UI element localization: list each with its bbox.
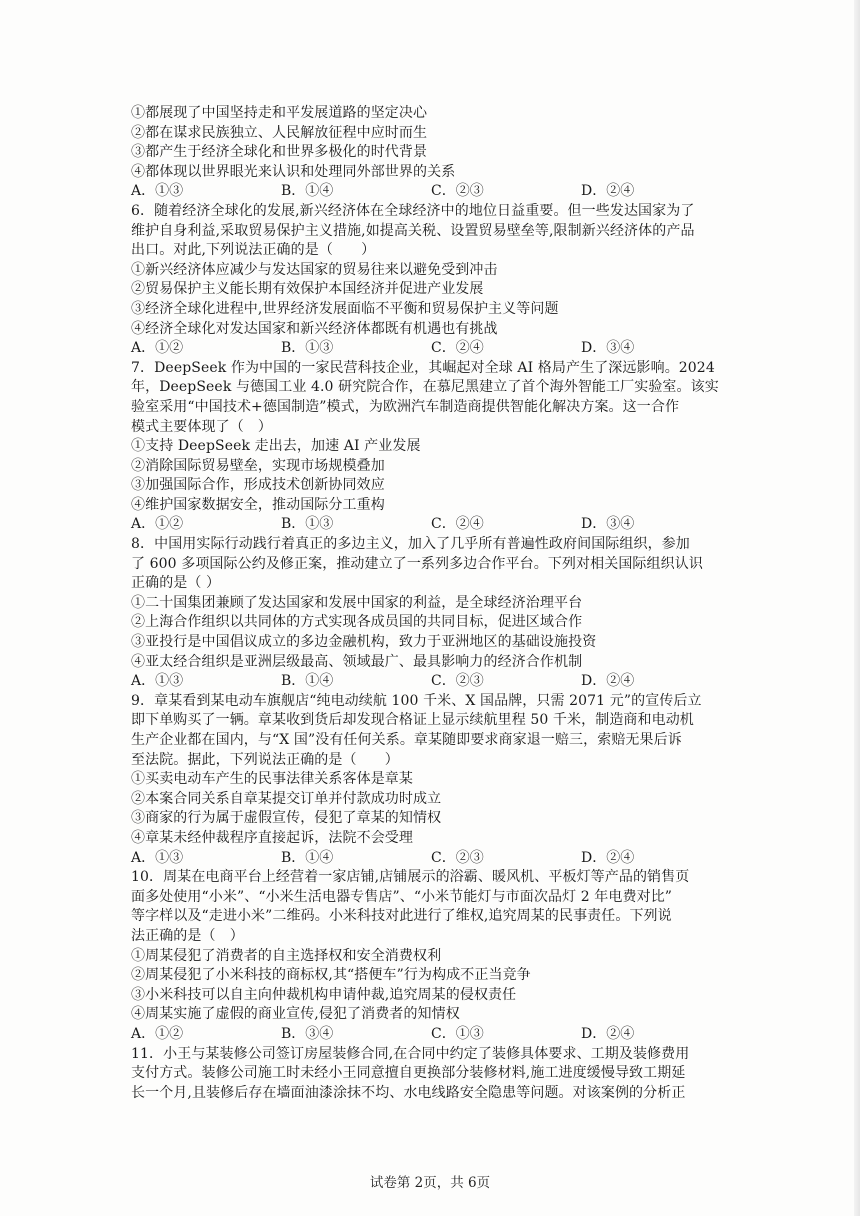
question-stem: 生产企业都在国内，与“X 国”没有任何关系。章某随即要求商家退一赔三，索赔无果后诉 (131, 732, 682, 748)
option: ③经济全球化进程中,世界经济发展面临不平衡和贸易保护主义等问题 (131, 300, 559, 317)
option: ②消除国际贸易壁垒，实现市场规模叠加 (131, 457, 385, 474)
question-stem: 年，DeepSeek 与德国工业 4.0 研究院合作，在慕尼黑建立了首个海外智能工厂实验室。该实 (131, 379, 719, 396)
question-8 (131, 535, 731, 692)
question-6 (131, 202, 731, 359)
answer-c: C．②③ (431, 673, 484, 690)
question-stem: 维护自身利益,采取贸易保护主义措施,如提高关税、设置贸易壁垒等,限制新兴经济体的产品 (131, 222, 695, 239)
option: ①买卖电动车产生的民事法律关系客体是章某 (131, 771, 413, 788)
option: ③商家的行为属于虚假宣传，侵犯了章某的知情权 (131, 810, 442, 827)
question-stem: 支付方式。装修公司施工时未经小王同意擅自更换部分装修材料,施工进度缓慢导致工期延 (131, 1065, 686, 1082)
question-7-answers (131, 515, 731, 535)
option: ③亚投行是中国倡议成立的多边金融机构，致力于亚洲地区的基础设施投资 (131, 634, 597, 651)
question-stem: 了 600 多项国际公约及修正案，推动建立了一系列多边合作平台。下列对相关国际组织认识 (131, 555, 703, 572)
question-stem: 面多处使用“小米”、“小米生活电器专售店”、“小米节能灯与市面次品灯 2 年电费对比” (131, 888, 673, 905)
question-11 (131, 1045, 731, 1104)
answer-c: C．②④ (431, 516, 484, 533)
question-10 (131, 868, 731, 1044)
question-5-answers (131, 182, 731, 202)
question-8-answers (131, 672, 731, 692)
question-stem: 法正确的是（ ） (131, 927, 244, 944)
option: ①都展现了中国坚持走和平发展道路的坚定决心 (131, 105, 428, 121)
question-stem: 至法院。据此，下列说法正确的是（ ） (131, 751, 399, 768)
answer-a: A．①② (131, 340, 184, 357)
question-stem: 6．随着经济全球化的发展,新兴经济体在全球经济中的地位日益重要。但一些发达国家为了 (131, 202, 695, 219)
question-stem: 即下单购买了一辆。章某收到货后却发现合格证上显示续航里程 50 千米，制造商和电动机 (131, 712, 694, 729)
question-stem: 验室采用“中国技术+德国制造”模式，为欧洲汽车制造商提供智能化解决方案。这一合作 (131, 398, 680, 415)
question-stem: 正确的是（ ） (131, 575, 221, 592)
answer-d: D．②④ (581, 183, 635, 200)
answer-a: A．①② (131, 1025, 184, 1042)
answer-a: A．①③ (131, 183, 184, 200)
question-10-answers (131, 1025, 731, 1045)
option: ①新兴经济体应减少与发达国家的贸易往来以避免受到冲击 (131, 261, 498, 278)
answer-a: A．①③ (131, 849, 184, 866)
question-stem: 11．小王与某装修公司签订房屋装修合同,在合同中约定了装修具体要求、工期及装修费用 (131, 1045, 690, 1062)
answer-d: D．②④ (581, 1025, 635, 1042)
answer-b: B．③④ (281, 1025, 334, 1042)
answer-c: C．①③ (431, 1025, 484, 1042)
question-stem: 10．周某在电商平台上经营着一家店铺,店铺展示的浴霸、暖风机、平板灯等产品的销售页 (131, 869, 690, 886)
option: ②都在谋求民族独立、人民解放征程中应时而生 (131, 124, 428, 141)
answer-d: D．②④ (581, 673, 635, 690)
question-7 (131, 359, 731, 535)
question-5-options (131, 104, 731, 182)
answer-b: B．①③ (281, 516, 334, 533)
option: ④经济全球化对发达国家和新兴经济体都既有机遇也有挑战 (131, 320, 498, 337)
answer-d: D．②④ (581, 849, 635, 866)
question-stem: 等字样以及“走进小米”二维码。小米科技对此进行了维权,追究周某的民事责任。下列说 (131, 908, 672, 925)
option: ②贸易保护主义能长期有效保护本国经济并促进产业发展 (131, 281, 484, 298)
answer-d: D．③④ (581, 340, 635, 357)
answer-c: C．②③ (431, 183, 484, 200)
page-footer: 试卷第 2页，共 6页 (369, 1175, 491, 1191)
page-content (131, 104, 731, 1103)
question-stem: 7．DeepSeek 作为中国的一家民营科技企业，其崛起对全球 AI 格局产生了深远影响。2024 (131, 359, 715, 376)
question-9 (131, 692, 731, 868)
question-stem: 8．中国用实际行动践行着真正的多边主义，加入了几乎所有普遍性政府间国际组织，参加 (131, 536, 690, 553)
question-stem: 出口。对此,下列说法正确的是（ ） (131, 242, 376, 259)
option: ③小米科技可以自主向仲裁机构申请仲裁,追究周某的侵权责任 (131, 986, 517, 1003)
answer-b: B．①③ (281, 340, 334, 357)
option: ③都产生于经济全球化和世界多极化的时代背景 (131, 144, 428, 161)
answer-d: D．③④ (581, 516, 635, 533)
answer-c: C．②④ (431, 340, 484, 357)
question-6-answers (131, 339, 731, 359)
answer-b: B．①④ (281, 849, 334, 866)
option: ④亚太经合组织是亚洲层级最高、领域最广、最具影响力的经济合作机制 (131, 653, 583, 670)
option: ②上海合作组织以共同体的方式实现各成员国的共同目标，促进区域合作 (131, 614, 583, 631)
page-edge-shadow (854, 0, 860, 1216)
question-stem: 长一个月,且装修后存在墙面油漆涂抹不均、水电线路安全隐患等问题。对该案例的分析正 (131, 1084, 686, 1101)
question-stem: 模式主要体现了（ ） (131, 418, 272, 435)
option: ④维护国家数据安全，推动国际分工重构 (131, 496, 385, 513)
answer-a: A．①③ (131, 673, 184, 690)
option: ①周某侵犯了消费者的自主选择权和安全消费权利 (131, 947, 442, 964)
option: ①支持 DeepSeek 走出去，加速 AI 产业发展 (131, 438, 421, 455)
answer-b: B．①④ (281, 183, 334, 200)
option: ④都体现以世界眼光来认识和处理同外部世界的关系 (131, 163, 456, 180)
option: ②周某侵犯了小米科技的商标权,其“搭便车”行为构成不正当竞争 (131, 967, 531, 984)
answer-b: B．①④ (281, 673, 334, 690)
option: ④章某未经仲裁程序直接起诉，法院不会受理 (131, 829, 413, 846)
option: ①二十国集团兼顾了发达国家和发展中国家的利益，是全球经济治理平台 (131, 594, 583, 611)
answer-c: C．②③ (431, 849, 484, 866)
option: ④周某实施了虚假的商业宣传,侵犯了消费者的知情权 (131, 1006, 460, 1023)
option: ②本案合同关系自章某提交订单并付款成功时成立 (131, 790, 442, 807)
question-9-answers (131, 849, 731, 869)
answer-a: A．①② (131, 516, 184, 533)
option: ③加强国际合作，形成技术创新协同效应 (131, 477, 385, 494)
question-stem: 9．章某看到某电动车旗舰店“纯电动续航 100 千米、X 国品牌，只需 2071 元”的宣传后立 (131, 692, 702, 709)
